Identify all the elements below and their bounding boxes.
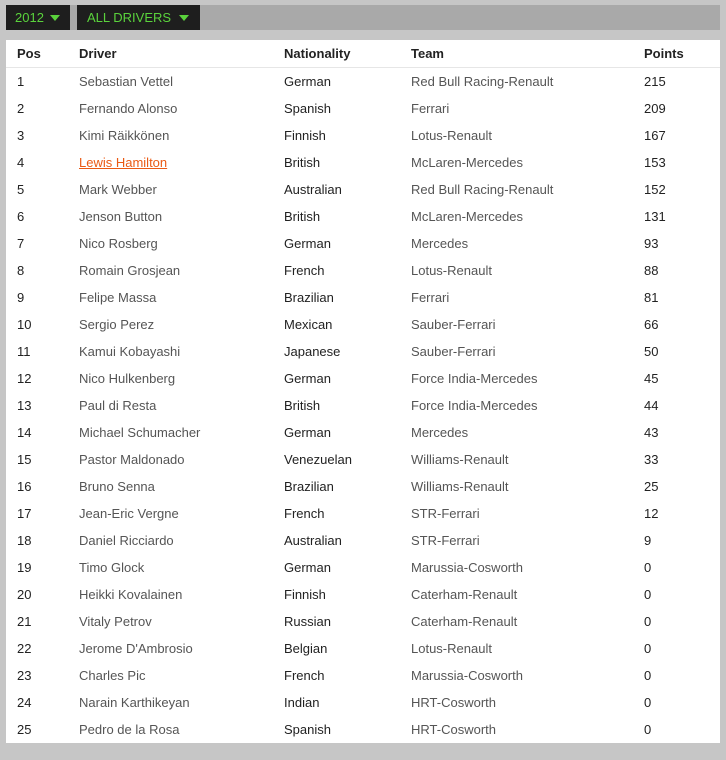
cell-nationality: Finnish [284, 128, 326, 143]
cell-pos: 12 [17, 371, 32, 386]
cell-points: 131 [644, 209, 666, 224]
cell-driver: Jean-Eric Vergne [79, 506, 179, 521]
cell-nationality: French [284, 263, 325, 278]
cell-pos: 18 [17, 533, 32, 548]
table-row [6, 473, 720, 500]
table-row [6, 284, 720, 311]
cell-driver: Vitaly Petrov [79, 614, 152, 629]
cell-pos: 5 [17, 182, 25, 197]
table-body [6, 68, 720, 744]
table-row [6, 122, 720, 149]
cell-pos: 8 [17, 263, 25, 278]
cell-nationality: German [284, 560, 331, 575]
cell-team: Red Bull Racing-Renault [411, 182, 554, 197]
column-header-nationality: Nationality [284, 40, 411, 68]
table-row [6, 149, 720, 176]
cell-driver: Timo Glock [79, 560, 145, 575]
cell-points: 93 [644, 236, 659, 251]
cell-nationality: Spanish [284, 101, 331, 116]
cell-pos: 4 [17, 155, 25, 170]
cell-pos: 3 [17, 128, 25, 143]
cell-driver: Nico Rosberg [79, 236, 158, 251]
cell-driver: Nico Hulkenberg [79, 371, 176, 386]
cell-points: 9 [644, 533, 652, 548]
cell-nationality: Brazilian [284, 290, 334, 305]
cell-nationality: German [284, 425, 331, 440]
table-row [6, 95, 720, 122]
cell-driver: Sebastian Vettel [79, 74, 173, 89]
cell-points: 153 [644, 155, 666, 170]
cell-points: 209 [644, 101, 666, 116]
table-row [6, 581, 720, 608]
cell-points: 215 [644, 74, 666, 89]
table-row [6, 257, 720, 284]
cell-nationality: French [284, 506, 325, 521]
cell-nationality: German [284, 371, 331, 386]
table-row [6, 662, 720, 689]
cell-pos: 14 [17, 425, 32, 440]
cell-points: 66 [644, 317, 659, 332]
table-row [6, 230, 720, 257]
cell-pos: 17 [17, 506, 32, 521]
cell-driver: Paul di Resta [79, 398, 157, 413]
cell-driver: Mark Webber [79, 182, 157, 197]
cell-nationality: German [284, 74, 331, 89]
cell-team: Ferrari [411, 101, 450, 116]
cell-team: McLaren-Mercedes [411, 209, 523, 224]
table-row [6, 68, 720, 96]
cell-points: 0 [644, 668, 652, 683]
cell-pos: 7 [17, 236, 25, 251]
cell-team: Williams-Renault [411, 479, 509, 494]
cell-team: HRT-Cosworth [411, 722, 497, 737]
cell-team: McLaren-Mercedes [411, 155, 523, 170]
column-header-points: Points [644, 40, 720, 68]
cell-team: Ferrari [411, 290, 450, 305]
table-row [6, 527, 720, 554]
cell-nationality: British [284, 155, 321, 170]
cell-nationality: Australian [284, 533, 342, 548]
cell-nationality: Venezuelan [284, 452, 352, 467]
cell-pos: 25 [17, 722, 32, 737]
cell-nationality: German [284, 236, 331, 251]
cell-nationality: Russian [284, 614, 331, 629]
cell-points: 0 [644, 695, 652, 710]
standings-table [6, 40, 720, 743]
cell-pos: 22 [17, 641, 32, 656]
cell-nationality: Brazilian [284, 479, 334, 494]
cell-points: 50 [644, 344, 659, 359]
table-row [6, 608, 720, 635]
cell-driver: Jerome D'Ambrosio [79, 641, 193, 656]
cell-driver: Fernando Alonso [79, 101, 178, 116]
driver-link[interactable]: Lewis Hamilton [79, 155, 168, 170]
cell-points: 0 [644, 560, 652, 575]
cell-points: 33 [644, 452, 659, 467]
table-row [6, 446, 720, 473]
table-row [6, 338, 720, 365]
table-row [6, 419, 720, 446]
cell-pos: 13 [17, 398, 32, 413]
cell-team: Marussia-Cosworth [411, 560, 523, 575]
cell-pos: 24 [17, 695, 32, 710]
cell-points: 12 [644, 506, 659, 521]
column-header-pos: Pos [6, 40, 79, 68]
cell-nationality: Indian [284, 695, 320, 710]
cell-driver [79, 149, 284, 176]
year-dropdown[interactable] [6, 5, 70, 30]
cell-pos: 6 [17, 209, 25, 224]
caret-down-icon [179, 15, 189, 21]
cell-nationality: Finnish [284, 587, 326, 602]
cell-driver: Romain Grosjean [79, 263, 181, 278]
cell-nationality: Belgian [284, 641, 328, 656]
cell-driver: Pedro de la Rosa [79, 722, 180, 737]
cell-team: Caterham-Renault [411, 587, 518, 602]
cell-team: Force India-Mercedes [411, 371, 538, 386]
cell-points: 152 [644, 182, 666, 197]
cell-pos: 21 [17, 614, 32, 629]
cell-pos: 23 [17, 668, 32, 683]
cell-pos: 2 [17, 101, 25, 116]
cell-points: 25 [644, 479, 659, 494]
table-row [6, 689, 720, 716]
cell-driver: Daniel Ricciardo [79, 533, 174, 548]
cell-points: 45 [644, 371, 659, 386]
cell-nationality: British [284, 398, 321, 413]
cell-points: 0 [644, 641, 652, 656]
cell-driver: Jenson Button [79, 209, 163, 224]
cell-points: 44 [644, 398, 659, 413]
table-row [6, 311, 720, 338]
filter-bar [6, 5, 720, 30]
cell-points: 81 [644, 290, 659, 305]
cell-team: Sauber-Ferrari [411, 344, 496, 359]
cell-points: 0 [644, 722, 652, 737]
cell-team: STR-Ferrari [411, 533, 480, 548]
cell-points: 43 [644, 425, 659, 440]
cell-points: 88 [644, 263, 659, 278]
cell-points: 167 [644, 128, 666, 143]
cell-driver: Bruno Senna [79, 479, 155, 494]
cell-team: Sauber-Ferrari [411, 317, 496, 332]
cell-driver: Narain Karthikeyan [79, 695, 190, 710]
cell-driver: Michael Schumacher [79, 425, 201, 440]
cell-nationality: Australian [284, 182, 342, 197]
cell-driver: Pastor Maldonado [79, 452, 185, 467]
cell-points: 0 [644, 614, 652, 629]
cell-pos: 10 [17, 317, 32, 332]
cell-nationality: French [284, 668, 325, 683]
cell-team: STR-Ferrari [411, 506, 480, 521]
cell-nationality: Japanese [284, 344, 341, 359]
cell-pos: 9 [17, 290, 25, 305]
column-header-driver: Driver [79, 40, 284, 68]
cell-team: Lotus-Renault [411, 128, 492, 143]
cell-team: Caterham-Renault [411, 614, 518, 629]
cell-driver: Kamui Kobayashi [79, 344, 181, 359]
cell-points: 0 [644, 587, 652, 602]
cell-team: Mercedes [411, 425, 469, 440]
cell-team: Red Bull Racing-Renault [411, 74, 554, 89]
drivers-dropdown[interactable] [77, 5, 200, 30]
cell-pos: 11 [17, 344, 31, 359]
table-row [6, 203, 720, 230]
cell-pos: 19 [17, 560, 32, 575]
standings-panel [6, 40, 720, 743]
cell-team: Lotus-Renault [411, 641, 492, 656]
caret-down-icon [50, 15, 60, 21]
table-row [6, 635, 720, 662]
table-row [6, 716, 720, 743]
cell-pos: 15 [17, 452, 32, 467]
cell-nationality: Mexican [284, 317, 333, 332]
cell-pos: 1 [17, 74, 25, 89]
cell-nationality: British [284, 209, 321, 224]
table-row [6, 554, 720, 581]
table-header-row [6, 40, 720, 68]
cell-pos: 16 [17, 479, 32, 494]
cell-team: Mercedes [411, 236, 469, 251]
drivers-dropdown-label: ALL DRIVERS [87, 10, 172, 25]
cell-pos: 20 [17, 587, 32, 602]
table-row [6, 176, 720, 203]
table-row [6, 365, 720, 392]
table-row [6, 392, 720, 419]
cell-team: HRT-Cosworth [411, 695, 497, 710]
year-dropdown-label: 2012 [15, 10, 44, 25]
cell-driver: Sergio Perez [79, 317, 155, 332]
table-row [6, 500, 720, 527]
cell-team: Lotus-Renault [411, 263, 492, 278]
cell-driver: Charles Pic [79, 668, 146, 683]
cell-team: Force India-Mercedes [411, 398, 538, 413]
cell-driver: Kimi Räikkönen [79, 128, 170, 143]
cell-driver: Heikki Kovalainen [79, 587, 183, 602]
cell-team: Williams-Renault [411, 452, 509, 467]
cell-driver: Felipe Massa [79, 290, 157, 305]
cell-team: Marussia-Cosworth [411, 668, 523, 683]
column-header-team: Team [411, 40, 644, 68]
cell-nationality: Spanish [284, 722, 331, 737]
